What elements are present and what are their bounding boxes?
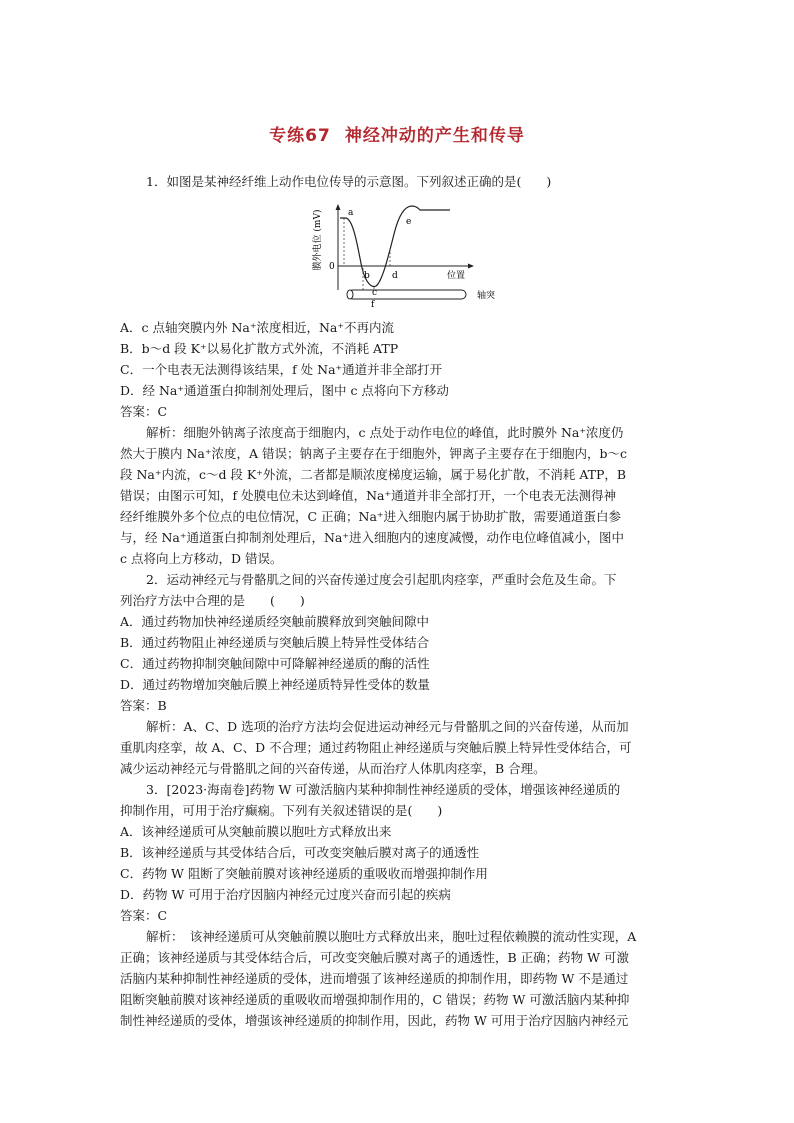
q3-option-d: D．药物 W 可用于治疗因脑内神经元过度兴奋而引起的疾病 bbox=[120, 887, 451, 902]
q2-explanation-line: 重肌肉痉挛，故 A、C、D 不合理；通过药物阻止神经递质与突触后膜上特异性受体结合，可 bbox=[120, 740, 632, 755]
q3-explanation-line: 活脑内某种抑制性神经递质的受体，进而增强了该神经递质的抑制作用，即药物 W 不是通过 bbox=[120, 971, 629, 986]
q3-option-b: B．该神经递质与其受体结合后，可改变突触后膜对离子的通透性 bbox=[120, 845, 480, 860]
q1-explanation-line: 解析：细胞外钠离子浓度高于细胞内，c 点处于动作电位的峰值，此时膜外 Na⁺浓度仍 bbox=[146, 425, 624, 440]
q3-explanation-line: 阻断突触前膜对该神经递质的重吸收而增强抑制作用的，C 错误；药物 W 可激活脑内某种抑 bbox=[120, 992, 630, 1007]
question-3-stem-cont: 抑制作用，可用于治疗癫痫。下列有关叙述错误的是( ) bbox=[120, 803, 443, 818]
action-potential-figure bbox=[312, 198, 502, 308]
figure-svg bbox=[312, 198, 502, 308]
q1-explanation-line: 段 Na⁺内流，c～d 段 K⁺外流，二者都是顺浓度梯度运输，属于易化扩散，不消耗 ATP，B bbox=[120, 467, 627, 482]
point-c-label: c bbox=[372, 288, 378, 298]
q1-answer: 答案：C bbox=[120, 404, 168, 419]
x-axis-arrow bbox=[468, 264, 474, 269]
axon-shape bbox=[348, 290, 466, 299]
q1-option-d: D．经 Na⁺通道蛋白抑制剂处理后，图中 c 点将向下方移动 bbox=[120, 383, 449, 398]
q1-explanation-line: 错误；由图示可知，f 处膜电位未达到峰值，Na⁺通道并非全部打开，一个电表无法测得神 bbox=[120, 488, 617, 503]
q1-explanation-line: 然大于膜内 Na⁺浓度，A 错误；钠离子主要存在于细胞外，钾离子主要存在于细胞内，b～c bbox=[120, 446, 627, 461]
q2-option-b: B．通过药物阻止神经递质与突触后膜上特异性受体结合 bbox=[120, 635, 430, 650]
q2-option-d: D．通过药物增加突触后膜上神经递质特异性受体的数量 bbox=[120, 677, 431, 692]
point-d-label: d bbox=[392, 271, 398, 281]
title-topic: 神经冲动的产生和传导 bbox=[344, 126, 525, 146]
x-axis-label: 位置 bbox=[447, 271, 466, 281]
q1-option-c: C．一个电表无法测得该结果，f 处 Na⁺通道并非全部打开 bbox=[120, 362, 443, 377]
question-2-stem-cont: 列治疗方法中合理的是 ( ) bbox=[120, 593, 305, 608]
q2-explanation-line: 解析：A、C、D 选项的治疗方法均会促进运动神经元与骨骼肌之间的兴奋传递，从而加 bbox=[146, 719, 629, 734]
q2-answer: 答案：B bbox=[120, 698, 167, 713]
point-e-label: e bbox=[406, 217, 412, 227]
q3-explanation-line: 制性神经递质的受体，增强该神经递质的抑制作用，因此，药物 W 可用于治疗因脑内神经元 bbox=[120, 1013, 629, 1028]
q3-explanation-line: 正确；该神经递质与其受体结合后，可改变突触后膜对离子的通透性，B 正确；药物 W 可激 bbox=[120, 950, 629, 965]
q2-option-c: C．通过药物抑制突触间隙中可降解神经递质的酶的活性 bbox=[120, 656, 430, 671]
question-3-stem: 3．[2023·海南卷]药物 W 可激活脑内某种抑制性神经递质的受体，增强该神经递质的 bbox=[146, 782, 621, 797]
point-b-label: b bbox=[364, 271, 370, 281]
point-a-label: a bbox=[348, 208, 354, 218]
point-f-label: f bbox=[371, 300, 375, 308]
title-label: 专练67 bbox=[269, 126, 331, 146]
q3-option-c: C．药物 W 阻断了突触前膜对该神经递质的重吸收而增强抑制作用 bbox=[120, 866, 488, 881]
q3-answer: 答案：C bbox=[120, 908, 168, 923]
question-2-stem: 2．运动神经元与骨骼肌之间的兴奋传递过度会引起肌肉痉挛，严重时会危及生命。下 bbox=[146, 572, 617, 587]
q1-option-b: B．b～d 段 K⁺以易化扩散方式外流，不消耗 ATP bbox=[120, 341, 399, 356]
axon-label: 轴突 bbox=[477, 291, 496, 301]
q1-explanation-line: c 点将向上方移动，D 错误。 bbox=[120, 551, 283, 566]
page-title bbox=[0, 121, 794, 146]
q1-option-a: A．c 点轴突膜内外 Na⁺浓度相近，Na⁺不再内流 bbox=[120, 320, 394, 335]
origin-label: 0 bbox=[329, 262, 335, 272]
axon-end bbox=[347, 290, 353, 299]
q1-explanation-line: 与，经 Na⁺通道蛋白抑制剂处理后，Na⁺进入细胞内的速度减慢，动作电位峰值减小，图中 bbox=[120, 530, 624, 545]
q3-explanation-line: 解析： 该神经递质可从突触前膜以胞吐方式释放出来，胞吐过程依赖膜的流动性实现，A bbox=[146, 929, 637, 944]
q1-explanation-line: 经纤维膜外多个位点的电位情况，C 正确；Na⁺进入细胞内属于协助扩散，需要通道蛋白参 bbox=[120, 509, 622, 524]
question-1-stem: 1．如图是某神经纤维上动作电位传导的示意图。下列叙述正确的是( ) bbox=[146, 174, 552, 189]
q2-explanation-line: 减少运动神经元与骨骼肌之间的兴奋传递，从而治疗人体肌肉痉挛，B 合理。 bbox=[120, 761, 546, 776]
q2-option-a: A．通过药物加快神经递质经突触前膜释放到突触间隙中 bbox=[120, 614, 430, 629]
q3-option-a: A．该神经递质可从突触前膜以胞吐方式释放出来 bbox=[120, 824, 392, 839]
y-axis-arrow bbox=[336, 204, 341, 210]
y-axis-label: 膜外电位 (mV) bbox=[313, 209, 323, 271]
